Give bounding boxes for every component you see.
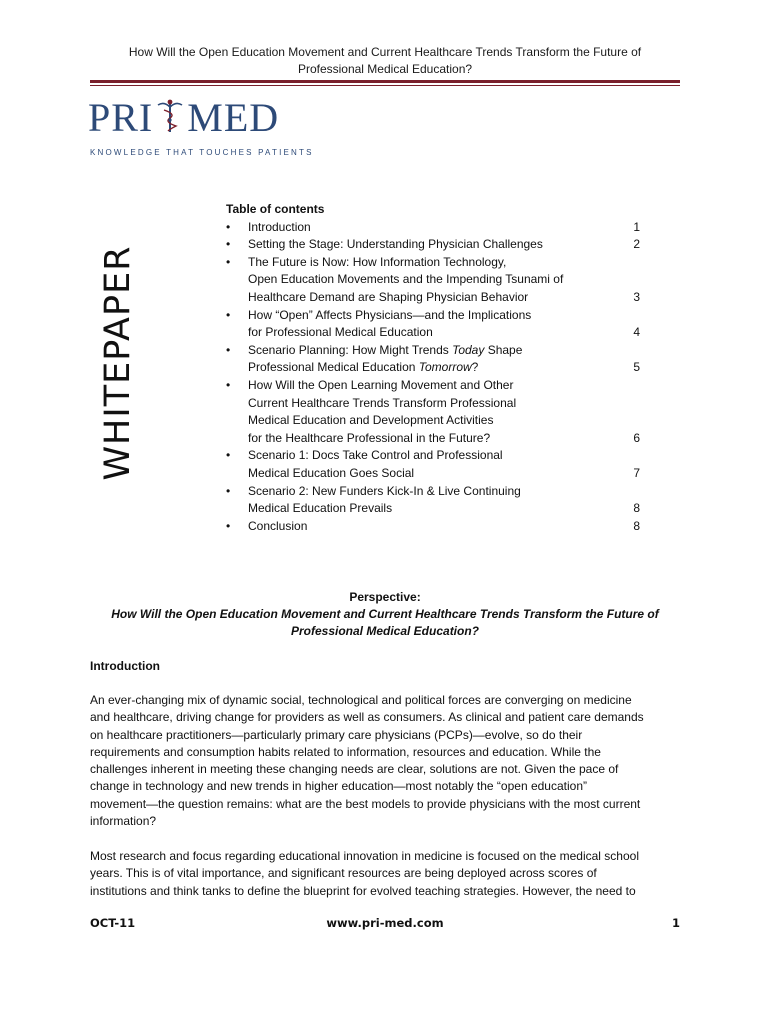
perspective-subtitle-line-2: Professional Medical Education? — [290, 624, 480, 638]
paragraph-line: requirements and consumption habits related to information, resources and education. While the — [90, 744, 601, 759]
toc-list — [226, 219, 646, 536]
toc-title: Table of contents — [226, 202, 325, 216]
toc-item-text: for the Healthcare Professional in the Future? — [248, 430, 491, 445]
toc-item-scenario-1[interactable] — [226, 447, 646, 482]
toc-item-text: Open Education Movements and the Impending Tsunami of — [248, 272, 564, 287]
toc-page-number: 7 — [633, 465, 640, 480]
toc-page-number: 3 — [633, 289, 640, 304]
running-header-line-2: Professional Medical Education? — [297, 62, 473, 76]
perspective-subtitle-line-1: How Will the Open Education Movement and Current Healthcare Trends Transform the Future of — [111, 607, 659, 621]
logo-tagline: KNOWLEDGE THAT TOUCHES PATIENTS — [90, 148, 314, 157]
toc-item-text: • Scenario 2: New Funders Kick-In & Live Continuing — [248, 483, 521, 498]
footer-page-number: 1 — [671, 916, 680, 930]
toc-item-text: Healthcare Demand are Shaping Physician Behavior — [248, 289, 529, 304]
logo-text-left: PRI — [88, 95, 154, 140]
paragraph-line: and healthcare, driving change for providers as well as consumers. As clinical and patient care demands — [90, 710, 644, 725]
toc-item-text: • Introduction — [248, 219, 311, 234]
toc-item-text: Medical Education Goes Social — [248, 465, 415, 480]
paragraph-line: Most research and focus regarding educational innovation in medicine is focused on the medical school — [90, 849, 639, 863]
toc-item-introduction[interactable] — [226, 219, 646, 237]
toc-item-scenario-2[interactable] — [226, 483, 646, 518]
header-rule-thick — [90, 80, 680, 83]
footer-date: OCT-11 — [90, 916, 136, 930]
perspective-label: Perspective: — [349, 590, 421, 604]
toc-item-text: Scenario Planning: How Might Trends — [248, 342, 453, 357]
toc-item-text: • How “Open” Affects Physicians—and the Implications — [248, 307, 532, 322]
toc-page-number: 8 — [633, 501, 640, 516]
toc-italic-tomorrow: Tomorrow — [418, 360, 472, 375]
paragraph-line: on healthcare practitioners—particularly primary care physicians (PCPs)—evolve, so do their — [90, 727, 583, 742]
toc-page-number: 6 — [633, 430, 640, 445]
toc-item-scenario-planning[interactable] — [226, 342, 646, 377]
toc-item-future-is-now[interactable] — [226, 254, 646, 307]
paragraph-line: movement—the question remains: what are the best models to provide physicians with the most current — [90, 796, 641, 811]
logo-wordmark — [88, 96, 279, 140]
toc-page-number: 2 — [633, 237, 640, 252]
toc-page-number: 1 — [633, 219, 640, 234]
toc-item-line — [248, 342, 606, 360]
toc-page-number: 5 — [633, 360, 640, 375]
whitepaper-side-label — [90, 240, 145, 485]
toc-item-text: Shape — [484, 342, 523, 357]
paragraph-line: change in technology and new trends in higher education—most notably the “open education” — [90, 779, 587, 794]
paragraph-line: institutions and think tanks to define the blueprint for evolved teaching strategies. However, the need to — [90, 883, 636, 898]
caduceus-emblem-icon — [155, 96, 185, 136]
page-footer — [90, 916, 680, 936]
paragraph-line: An ever-changing mix of dynamic social, technological and political forces are converging on medicine — [90, 693, 632, 707]
toc-item-text: Medical Education Prevails — [248, 501, 393, 516]
toc-item-text: • How Will the Open Learning Movement and Other — [248, 377, 514, 392]
logo-text-right: MED — [187, 95, 280, 140]
header-rule-thin — [90, 85, 680, 86]
toc-item-how-open-affects[interactable] — [226, 307, 646, 342]
toc-item-setting-the-stage[interactable] — [226, 236, 646, 254]
toc-item-text: • Conclusion — [248, 518, 308, 533]
perspective-heading — [90, 589, 680, 640]
paragraph-line: challenges inherent in meeting these changing needs are clear, solutions are not. Given the pace of — [90, 762, 619, 777]
introduction-paragraph-2 — [90, 848, 682, 900]
footer-url-link[interactable]: www.pri-med.com — [326, 916, 444, 930]
toc-page-number: 4 — [633, 325, 640, 340]
toc-item-text: Current Healthcare Trends Transform Professional — [248, 395, 517, 410]
introduction-paragraph-1 — [90, 692, 682, 830]
toc-item-text: Professional Medical Education — [248, 360, 419, 375]
running-header-line-1: How Will the Open Education Movement and Current Healthcare Trends Transform the Future of — [128, 45, 642, 59]
whitepaper-text: WHITEPAPER — [97, 244, 138, 481]
toc-item-text: • The Future is Now: How Information Technology, — [248, 254, 507, 269]
toc-italic-today: Today — [452, 342, 485, 357]
toc-item-text: ? — [471, 360, 479, 375]
toc-item-line — [248, 359, 606, 377]
running-header — [90, 44, 680, 78]
toc-item-text: • Setting the Stage: Understanding Physician Challenges — [248, 237, 543, 252]
table-of-contents — [226, 201, 646, 535]
paragraph-line: years. This is of vital importance, and significant resources are being deployed across scores of — [90, 866, 597, 881]
primed-logo — [88, 95, 314, 160]
toc-page-number: 8 — [633, 518, 640, 533]
toc-item-conclusion[interactable] — [226, 518, 646, 536]
toc-item-text: • Scenario 1: Docs Take Control and Professional — [248, 448, 503, 463]
toc-item-open-learning-movement[interactable] — [226, 377, 646, 447]
introduction-heading: Introduction — [90, 659, 160, 673]
toc-item-text: for Professional Medical Education — [248, 325, 433, 340]
paragraph-line: information? — [90, 814, 157, 829]
toc-item-text: Medical Education and Development Activities — [248, 413, 494, 428]
